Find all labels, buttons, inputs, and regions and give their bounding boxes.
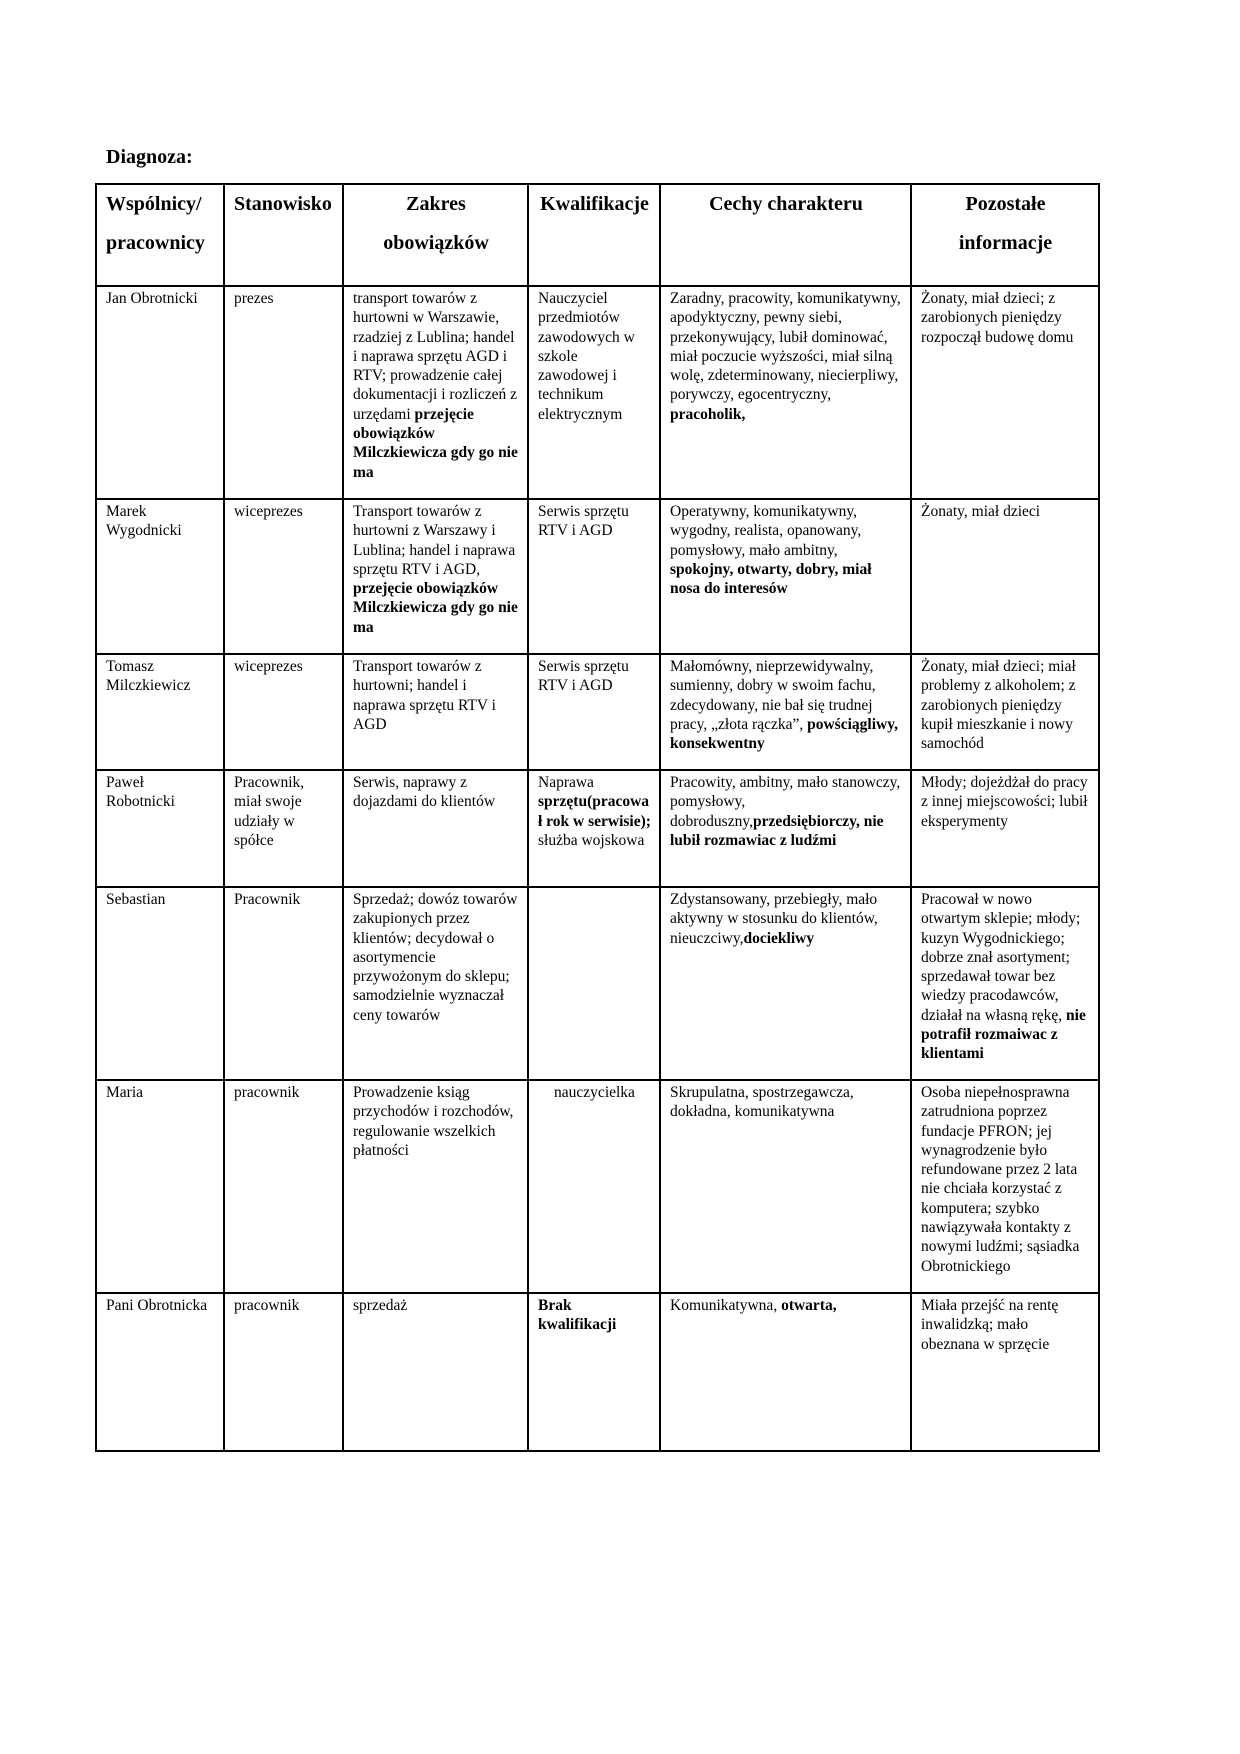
- table-row: [96, 887, 1099, 1080]
- cell-text: wiceprezes: [234, 658, 303, 675]
- cell-duties: [343, 286, 528, 499]
- cell-position: [224, 286, 343, 499]
- table-row: [96, 1080, 1099, 1293]
- diagnosis-table: [95, 183, 1100, 1452]
- cell-text: Skrupulatna, spostrzegawcza, dokładna, komunikatywna: [670, 1084, 854, 1121]
- cell-text: Osoba niepełnosprawna zatrudniona poprzez fundacje PFRON; jej wynagrodzenie było refundowane przez 2 lata nie chciała korzystać z komputera; szybko nawiązywała kontakty z nowymi ludźmi; sąsiadka Obrotnickiego: [921, 1084, 1080, 1275]
- cell-text: Zdystansowany, przebiegły, mało aktywny w stosunku do klientów, nieuczciwy,: [670, 891, 878, 947]
- cell-character-traits: [660, 770, 911, 887]
- cell-text: Transport towarów z hurtowni; handel i naprawa sprzętu RTV i AGD: [353, 658, 496, 733]
- cell-text: prezes: [234, 290, 274, 307]
- document-title: Diagnoza:: [106, 146, 193, 168]
- cell-text: Jan Obrotnicki: [106, 290, 198, 307]
- header-duties: Zakres obowiązków: [343, 184, 528, 286]
- cell-text: przedsiębiorczy, nie lubił rozmawiac z ludźmi: [670, 812, 884, 849]
- cell-text: sprzętu(pracował rok w serwisie);: [538, 793, 651, 830]
- cell-text: Pani Obrotnicka: [106, 1297, 208, 1314]
- cell-qualifications: [528, 1080, 660, 1293]
- cell-qualifications: [528, 770, 660, 887]
- cell-text: Pracowity, ambitny, mało stanowczy, pomysłowy, dobroduszny,: [670, 774, 901, 830]
- table-row: [96, 770, 1099, 887]
- cell-character-traits: [660, 499, 911, 654]
- cell-text: Pracownik: [234, 891, 301, 908]
- cell-other-info: [911, 1293, 1099, 1451]
- cell-duties: [343, 654, 528, 770]
- cell-text: Serwis sprzętu RTV i AGD: [538, 503, 629, 540]
- cell-partners: [96, 770, 224, 887]
- cell-text: pracoholik,: [670, 405, 746, 423]
- cell-text: Transport towarów z hurtowni z Warszawy i Lublina; handel i naprawa sprzętu RTV i AGD,: [353, 503, 516, 578]
- cell-text: pracownik: [234, 1084, 300, 1101]
- cell-text: Serwis sprzętu RTV i AGD: [538, 658, 629, 695]
- header-position: Stanowisko: [224, 184, 343, 286]
- cell-text: Nauczyciel przedmiotów zawodowych w szkole zawodowej i technikum elektrycznym: [538, 290, 635, 423]
- table-row: [96, 1293, 1099, 1451]
- cell-duties: [343, 770, 528, 887]
- cell-other-info: [911, 770, 1099, 887]
- cell-text: wiceprezes: [234, 503, 303, 520]
- header-row: [96, 184, 1099, 286]
- header-qualifications: Kwalifikacje: [528, 184, 660, 286]
- cell-position: [224, 770, 343, 887]
- cell-qualifications: [528, 654, 660, 770]
- cell-text: Młody; dojeżdżał do pracy z innej miejscowości; lubił eksperymenty: [921, 774, 1088, 830]
- cell-character-traits: [660, 1080, 911, 1293]
- table-row: [96, 654, 1099, 770]
- cell-text: powściągliwy, konsekwentny: [670, 715, 898, 753]
- cell-text: Paweł Robotnicki: [106, 774, 175, 811]
- cell-text: dociekliwy: [743, 929, 815, 947]
- cell-character-traits: [660, 887, 911, 1080]
- header-partners: Wspólnicy/ pracownicy: [96, 184, 224, 286]
- cell-text: Sebastian: [106, 891, 166, 908]
- cell-text: sprzedaż: [353, 1297, 408, 1314]
- cell-position: [224, 1293, 343, 1451]
- cell-text: Pracował w nowo otwartym sklepie; młody; kuzyn Wygodnickiego; dobrze znał asortyment; sprzedawał towar bez wiedzy pracodawców, działał na własną rękę,: [921, 891, 1081, 1024]
- cell-qualifications: [528, 499, 660, 654]
- cell-character-traits: [660, 286, 911, 499]
- cell-text: transport towarów z hurtowni w Warszawie, rzadziej z Lublina; handel i naprawa sprzętu AGD i RTV; prowadzenie całej dokumentacji i rozliczeń z urzędami: [353, 290, 517, 423]
- cell-text: nauczycielka: [554, 1084, 635, 1101]
- table-row: [96, 499, 1099, 654]
- cell-other-info: [911, 286, 1099, 499]
- cell-other-info: [911, 499, 1099, 654]
- cell-position: [224, 887, 343, 1080]
- cell-text: Brak kwalifikacji: [538, 1297, 617, 1334]
- cell-text: Marek Wygodnicki: [106, 503, 182, 540]
- cell-other-info: [911, 654, 1099, 770]
- cell-partners: [96, 887, 224, 1080]
- cell-other-info: [911, 887, 1099, 1080]
- cell-text: otwarta,: [781, 1297, 837, 1314]
- cell-text: pracownik: [234, 1297, 300, 1314]
- cell-text: Tomasz Milczkiewicz: [106, 658, 191, 695]
- cell-duties: [343, 1080, 528, 1293]
- cell-text: nie potrafił rozmaiwac z klientami: [921, 1006, 1086, 1063]
- cell-text: Małomówny, nieprzewidywalny, sumienny, dobry w swoim fachu, zdecydowany, nie bał się trudnej pracy, „złota rączka”,: [670, 658, 876, 733]
- cell-position: [224, 654, 343, 770]
- cell-text: Naprawa: [538, 774, 594, 791]
- cell-text: Komunikatywna,: [670, 1297, 782, 1314]
- cell-qualifications: [528, 286, 660, 499]
- cell-qualifications: [528, 1293, 660, 1451]
- cell-text: służba wojskowa: [538, 831, 645, 849]
- header-character-traits: Cechy charakteru: [660, 184, 911, 286]
- cell-text: Serwis, naprawy z dojazdami do klientów: [353, 774, 496, 811]
- cell-text: Sprzedaż; dowóz towarów zakupionych przez klientów; decydował o asortymencie przywożonym do sklepu; samodzielnie wyznaczał ceny towarów: [353, 891, 518, 1024]
- table-row: [96, 286, 1099, 499]
- cell-text: Żonaty, miał dzieci; miał problemy z alkoholem; z zarobionych pieniędzy kupił mieszkanie i nowy samochód: [921, 658, 1076, 753]
- cell-partners: [96, 499, 224, 654]
- cell-other-info: [911, 1080, 1099, 1293]
- cell-character-traits: [660, 654, 911, 770]
- cell-partners: [96, 286, 224, 499]
- cell-text: Zaradny, pracowity, komunikatywny, apodyktyczny, pewny siebi, przekonywujący, lubił dominować, miał poczucie wyższości, miał silną wolę, zdeterminowany, niecierpliwy, porywczy, egocentryczny,: [670, 290, 901, 404]
- cell-partners: [96, 1080, 224, 1293]
- cell-position: [224, 499, 343, 654]
- cell-partners: [96, 654, 224, 770]
- cell-duties: [343, 499, 528, 654]
- cell-position: [224, 1080, 343, 1293]
- cell-text: Prowadzenie ksiąg przychodów i rozchodów, regulowanie wszelkich płatności: [353, 1084, 514, 1159]
- cell-text: przejęcie obowiązków Milczkiewicza gdy go nie ma: [353, 580, 518, 636]
- cell-text: przejęcie obowiązków Milczkiewicza gdy go nie ma: [353, 405, 518, 481]
- cell-partners: [96, 1293, 224, 1451]
- cell-text: Operatywny, komunikatywny, wygodny, realista, opanowany, pomysłowy, mało ambitny,: [670, 503, 862, 559]
- header-other-info: Pozostałe informacje: [911, 184, 1099, 286]
- cell-text: Żonaty, miał dzieci; z zarobionych pieniędzy rozpoczął budowę domu: [921, 290, 1074, 346]
- cell-duties: [343, 887, 528, 1080]
- cell-text: Żonaty, miał dzieci: [921, 503, 1041, 520]
- cell-character-traits: [660, 1293, 911, 1451]
- cell-text: spokojny, otwarty, dobry, miał nosa do interesów: [670, 560, 872, 598]
- cell-text: Pracownik, miał swoje udziały w spółce: [234, 774, 305, 849]
- cell-text: Miała przejść na rentę inwalidzką; mało obeznana w sprzęcie: [921, 1297, 1059, 1353]
- cell-duties: [343, 1293, 528, 1451]
- cell-text: Maria: [106, 1084, 144, 1101]
- cell-qualifications: [528, 887, 660, 1080]
